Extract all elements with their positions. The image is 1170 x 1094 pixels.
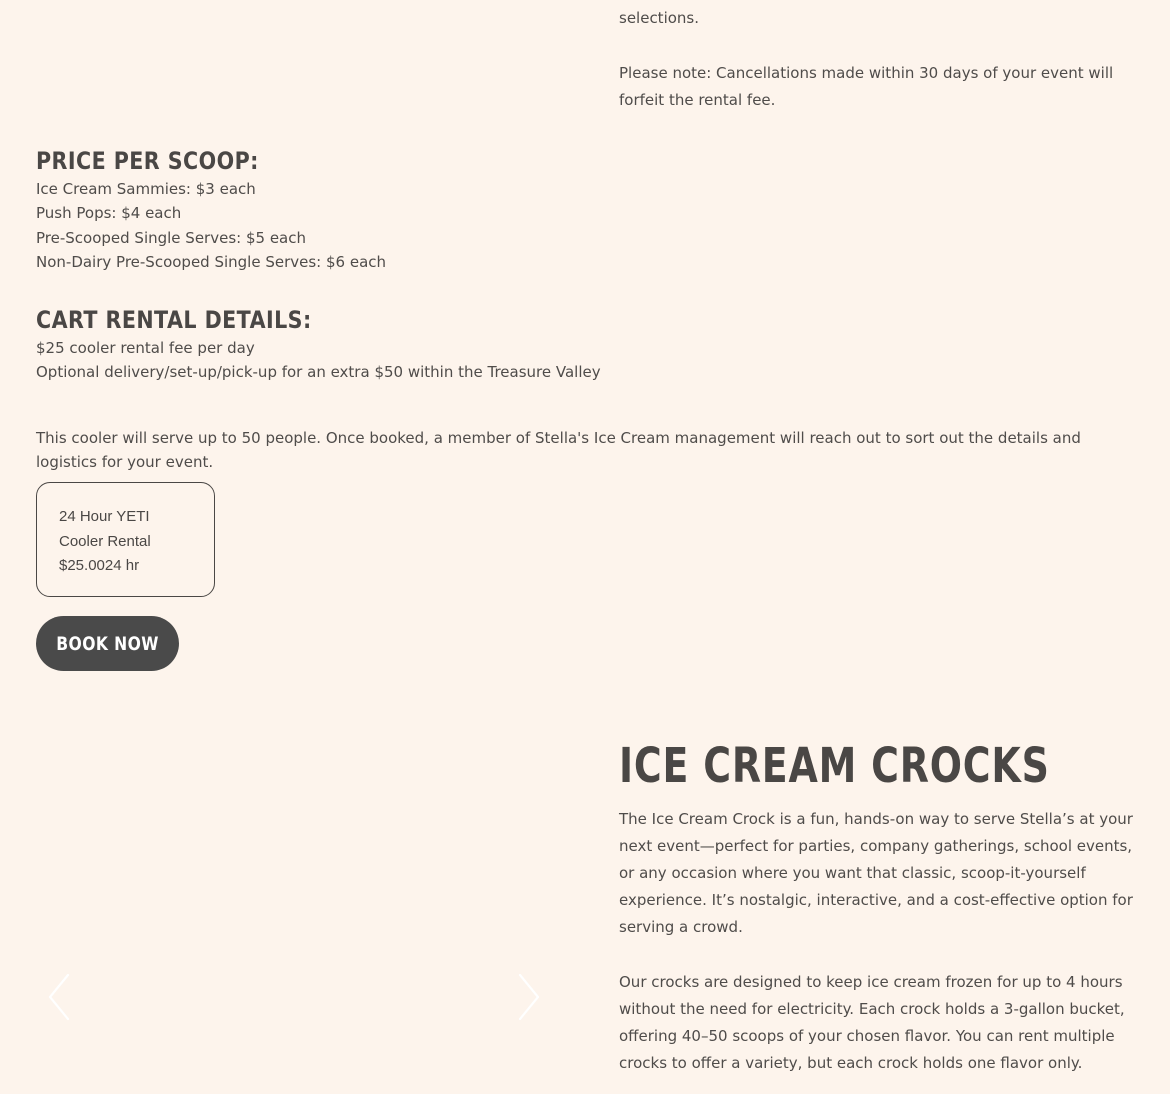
- carousel-next-button[interactable]: [512, 972, 542, 1022]
- book-now-button[interactable]: [36, 616, 179, 671]
- price-item: Ice Cream Sammies: $3 each: [36, 180, 256, 198]
- crocks-paragraph-2: Our crocks are designed to keep ice cream frozen for up to 4 hours without the need for electricity. Each crock holds a 3-gallon bucket, offering 40–50 scoops of your chosen flavor. You can rent multiple crocks to offer a variety, but each crock holds one flavor only.: [619, 973, 1125, 1072]
- book-now-label: BOOK NOW: [56, 632, 159, 655]
- chevron-left-icon: [46, 972, 76, 1022]
- image-carousel: [36, 700, 552, 1094]
- ice-cream-crocks-heading: ICE CREAM CROCKS: [619, 738, 1050, 794]
- cart-detail-item: $25 cooler rental fee per day: [36, 339, 255, 357]
- cancellation-note: Please note: Cancellations made within 30 days of your event will forfeit the rental fee.: [619, 64, 1114, 109]
- top-note-partial-line: selections.: [619, 9, 700, 27]
- cart-details-list: [36, 336, 601, 385]
- rental-option-price: $25.00​24 hr: [59, 557, 140, 574]
- rental-option-card[interactable]: [36, 482, 215, 597]
- price-per-scoop-heading: PRICE PER SCOOP:: [36, 147, 259, 175]
- rental-option-title: 24 Hour YETI Cooler Rental: [59, 508, 151, 550]
- price-item: Non-Dairy Pre-Scooped Single Serves: $6 each: [36, 252, 387, 271]
- price-list: [36, 177, 386, 274]
- cart-rental-heading: CART RENTAL DETAILS:: [36, 306, 312, 334]
- carousel-prev-button[interactable]: [46, 972, 76, 1022]
- cart-detail-item: Optional delivery/set-up/pick-up for an extra $50 within the Treasure Valley: [36, 363, 601, 382]
- crocks-paragraph-1: The Ice Cream Crock is a fun, hands-on way to serve Stella’s at your next event—perfect for parties, company gatherings, school events, or any occasion where you want that classic, scoop-it-yourself experience. It’s nostalgic, interactive, and a cost-effective option for serving a crowd.: [619, 810, 1133, 936]
- cooler-description: This cooler will serve up to 50 people. Once booked, a member of Stella's Ice Cream management will reach out to sort out the details and logistics for your event.: [36, 429, 1081, 471]
- price-item: Push Pops: $4 each: [36, 204, 182, 223]
- price-item: Pre-Scooped Single Serves: $5 each: [36, 228, 306, 247]
- chevron-right-icon: [512, 972, 542, 1022]
